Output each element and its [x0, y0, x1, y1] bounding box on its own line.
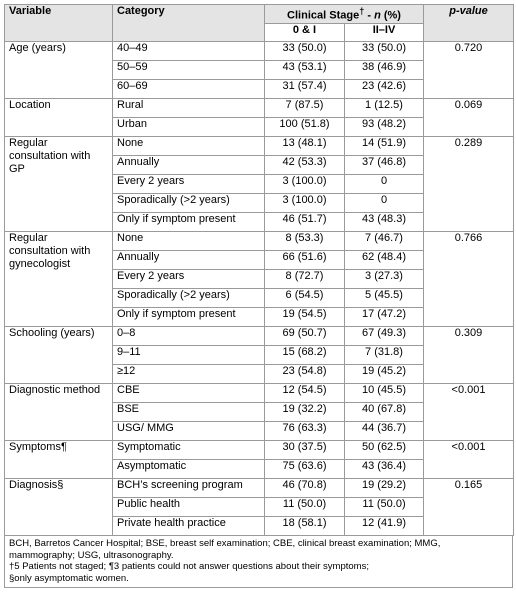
category-cell: Sporadically (>2 years)	[113, 194, 265, 213]
category-cell: CBE	[113, 384, 265, 403]
header-dagger-mark: †	[359, 6, 365, 16]
stage-ii-iv-cell: 50 (62.5)	[345, 441, 424, 460]
stage-0-i-cell: 3 (100.0)	[265, 175, 345, 194]
header-stage-ii-iv: II–IV	[345, 24, 424, 42]
stage-ii-iv-cell: 14 (51.9)	[345, 137, 424, 156]
variable-cell: Diagnostic method	[5, 384, 113, 441]
category-cell: Urban	[113, 118, 265, 137]
variable-cell: Location	[5, 99, 113, 137]
stage-0-i-cell: 66 (51.6)	[265, 251, 345, 270]
category-cell: Rural	[113, 99, 265, 118]
footnote-line: BCH, Barretos Cancer Hospital; BSE, breast self examination; CBE, clinical breast examination; MMG, mammography; USG, ultrasonography.	[9, 538, 441, 561]
category-cell: Every 2 years	[113, 175, 265, 194]
stage-ii-iv-cell: 12 (41.9)	[345, 517, 424, 536]
stage-ii-iv-cell: 0	[345, 194, 424, 213]
stage-0-i-cell: 100 (51.8)	[265, 118, 345, 137]
header-clinical-stage-n: n	[374, 9, 381, 22]
table-container	[4, 4, 513, 588]
header-clinical-stage-sep: -	[364, 9, 375, 22]
header-category: Category	[113, 5, 265, 42]
stage-0-i-cell: 8 (53.3)	[265, 232, 345, 251]
table-row	[5, 232, 514, 251]
header-clinical-stage	[265, 5, 424, 24]
category-cell: 60–69	[113, 80, 265, 99]
stage-0-i-cell: 46 (51.7)	[265, 213, 345, 232]
variable-cell: Schooling (years)	[5, 327, 113, 384]
stage-0-i-cell: 33 (50.0)	[265, 42, 345, 61]
variable-cell: Symptoms¶	[5, 441, 113, 479]
clinical-stage-table	[4, 4, 514, 536]
category-cell: Public health	[113, 498, 265, 517]
stage-0-i-cell: 69 (50.7)	[265, 327, 345, 346]
category-cell: ≥12	[113, 365, 265, 384]
category-cell: BSE	[113, 403, 265, 422]
stage-0-i-cell: 42 (53.3)	[265, 156, 345, 175]
footnote-line: †5 Patients not staged; ¶3 patients could not answer questions about their symptoms;	[9, 561, 369, 572]
stage-0-i-cell: 6 (54.5)	[265, 289, 345, 308]
header-clinical-stage-label: Clinical Stage	[287, 9, 360, 22]
stage-ii-iv-cell: 23 (42.6)	[345, 80, 424, 99]
stage-ii-iv-cell: 1 (12.5)	[345, 99, 424, 118]
p-value-cell: 0.289	[424, 137, 514, 232]
footnote-line: §only asymptomatic women.	[9, 572, 129, 584]
p-value-cell: 0.766	[424, 232, 514, 327]
stage-0-i-cell: 76 (63.3)	[265, 422, 345, 441]
category-cell: BCH’s screening program	[113, 479, 265, 498]
header-stage-0-i: 0 & I	[265, 24, 345, 42]
stage-ii-iv-cell: 37 (46.8)	[345, 156, 424, 175]
stage-0-i-cell: 13 (48.1)	[265, 137, 345, 156]
stage-0-i-cell: 31 (57.4)	[265, 80, 345, 99]
p-value-cell: 0.309	[424, 327, 514, 384]
p-value-cell: 0.069	[424, 99, 514, 137]
stage-0-i-cell: 7 (87.5)	[265, 99, 345, 118]
table-row	[5, 99, 514, 118]
stage-ii-iv-cell: 93 (48.2)	[345, 118, 424, 137]
category-cell: Annually	[113, 251, 265, 270]
header-variable: Variable	[5, 5, 113, 42]
stage-0-i-cell: 15 (68.2)	[265, 346, 345, 365]
stage-ii-iv-cell: 44 (36.7)	[345, 422, 424, 441]
category-cell: Symptomatic	[113, 441, 265, 460]
p-value-cell: <0.001	[424, 441, 514, 479]
stage-ii-iv-cell: 43 (36.4)	[345, 460, 424, 479]
category-cell: Private health practice	[113, 517, 265, 536]
variable-cell: Regular consultation with gynecologist	[5, 232, 113, 327]
category-cell: Only if symptom present	[113, 308, 265, 327]
category-cell: Annually	[113, 156, 265, 175]
p-value-cell: 0.165	[424, 479, 514, 536]
header-row	[5, 5, 514, 24]
header-p-value: p-value	[424, 5, 514, 42]
table-row	[5, 479, 514, 498]
stage-ii-iv-cell: 19 (29.2)	[345, 479, 424, 498]
table-row	[5, 137, 514, 156]
table-row	[5, 441, 514, 460]
header-clinical-stage-pct: (%)	[380, 9, 401, 22]
stage-0-i-cell: 43 (53.1)	[265, 61, 345, 80]
category-cell: None	[113, 137, 265, 156]
stage-0-i-cell: 46 (70.8)	[265, 479, 345, 498]
variable-cell: Diagnosis§	[5, 479, 113, 536]
stage-ii-iv-cell: 33 (50.0)	[345, 42, 424, 61]
category-cell: 40–49	[113, 42, 265, 61]
stage-0-i-cell: 75 (63.6)	[265, 460, 345, 479]
stage-0-i-cell: 8 (72.7)	[265, 270, 345, 289]
stage-ii-iv-cell: 17 (47.2)	[345, 308, 424, 327]
category-cell: None	[113, 232, 265, 251]
category-cell: 50–59	[113, 61, 265, 80]
stage-ii-iv-cell: 11 (50.0)	[345, 498, 424, 517]
stage-0-i-cell: 12 (54.5)	[265, 384, 345, 403]
category-cell: Sporadically (>2 years)	[113, 289, 265, 308]
stage-0-i-cell: 18 (58.1)	[265, 517, 345, 536]
p-value-cell: <0.001	[424, 384, 514, 441]
stage-0-i-cell: 19 (32.2)	[265, 403, 345, 422]
stage-ii-iv-cell: 3 (27.3)	[345, 270, 424, 289]
footnotes	[4, 536, 513, 588]
stage-ii-iv-cell: 62 (48.4)	[345, 251, 424, 270]
table-row	[5, 327, 514, 346]
category-cell: 0–8	[113, 327, 265, 346]
stage-0-i-cell: 11 (50.0)	[265, 498, 345, 517]
stage-ii-iv-cell: 38 (46.9)	[345, 61, 424, 80]
stage-0-i-cell: 3 (100.0)	[265, 194, 345, 213]
category-cell: 9–11	[113, 346, 265, 365]
stage-ii-iv-cell: 5 (45.5)	[345, 289, 424, 308]
table-row	[5, 384, 514, 403]
category-cell: Asymptomatic	[113, 460, 265, 479]
stage-ii-iv-cell: 40 (67.8)	[345, 403, 424, 422]
stage-ii-iv-cell: 19 (45.2)	[345, 365, 424, 384]
stage-ii-iv-cell: 7 (31.8)	[345, 346, 424, 365]
stage-ii-iv-cell: 7 (46.7)	[345, 232, 424, 251]
stage-0-i-cell: 23 (54.8)	[265, 365, 345, 384]
table-row	[5, 42, 514, 61]
stage-0-i-cell: 19 (54.5)	[265, 308, 345, 327]
stage-ii-iv-cell: 67 (49.3)	[345, 327, 424, 346]
variable-cell: Regular consultation with GP	[5, 137, 113, 232]
category-cell: Only if symptom present	[113, 213, 265, 232]
stage-ii-iv-cell: 43 (48.3)	[345, 213, 424, 232]
p-value-cell: 0.720	[424, 42, 514, 99]
variable-cell: Age (years)	[5, 42, 113, 99]
category-cell: USG/ MMG	[113, 422, 265, 441]
stage-0-i-cell: 30 (37.5)	[265, 441, 345, 460]
category-cell: Every 2 years	[113, 270, 265, 289]
stage-ii-iv-cell: 10 (45.5)	[345, 384, 424, 403]
stage-ii-iv-cell: 0	[345, 175, 424, 194]
